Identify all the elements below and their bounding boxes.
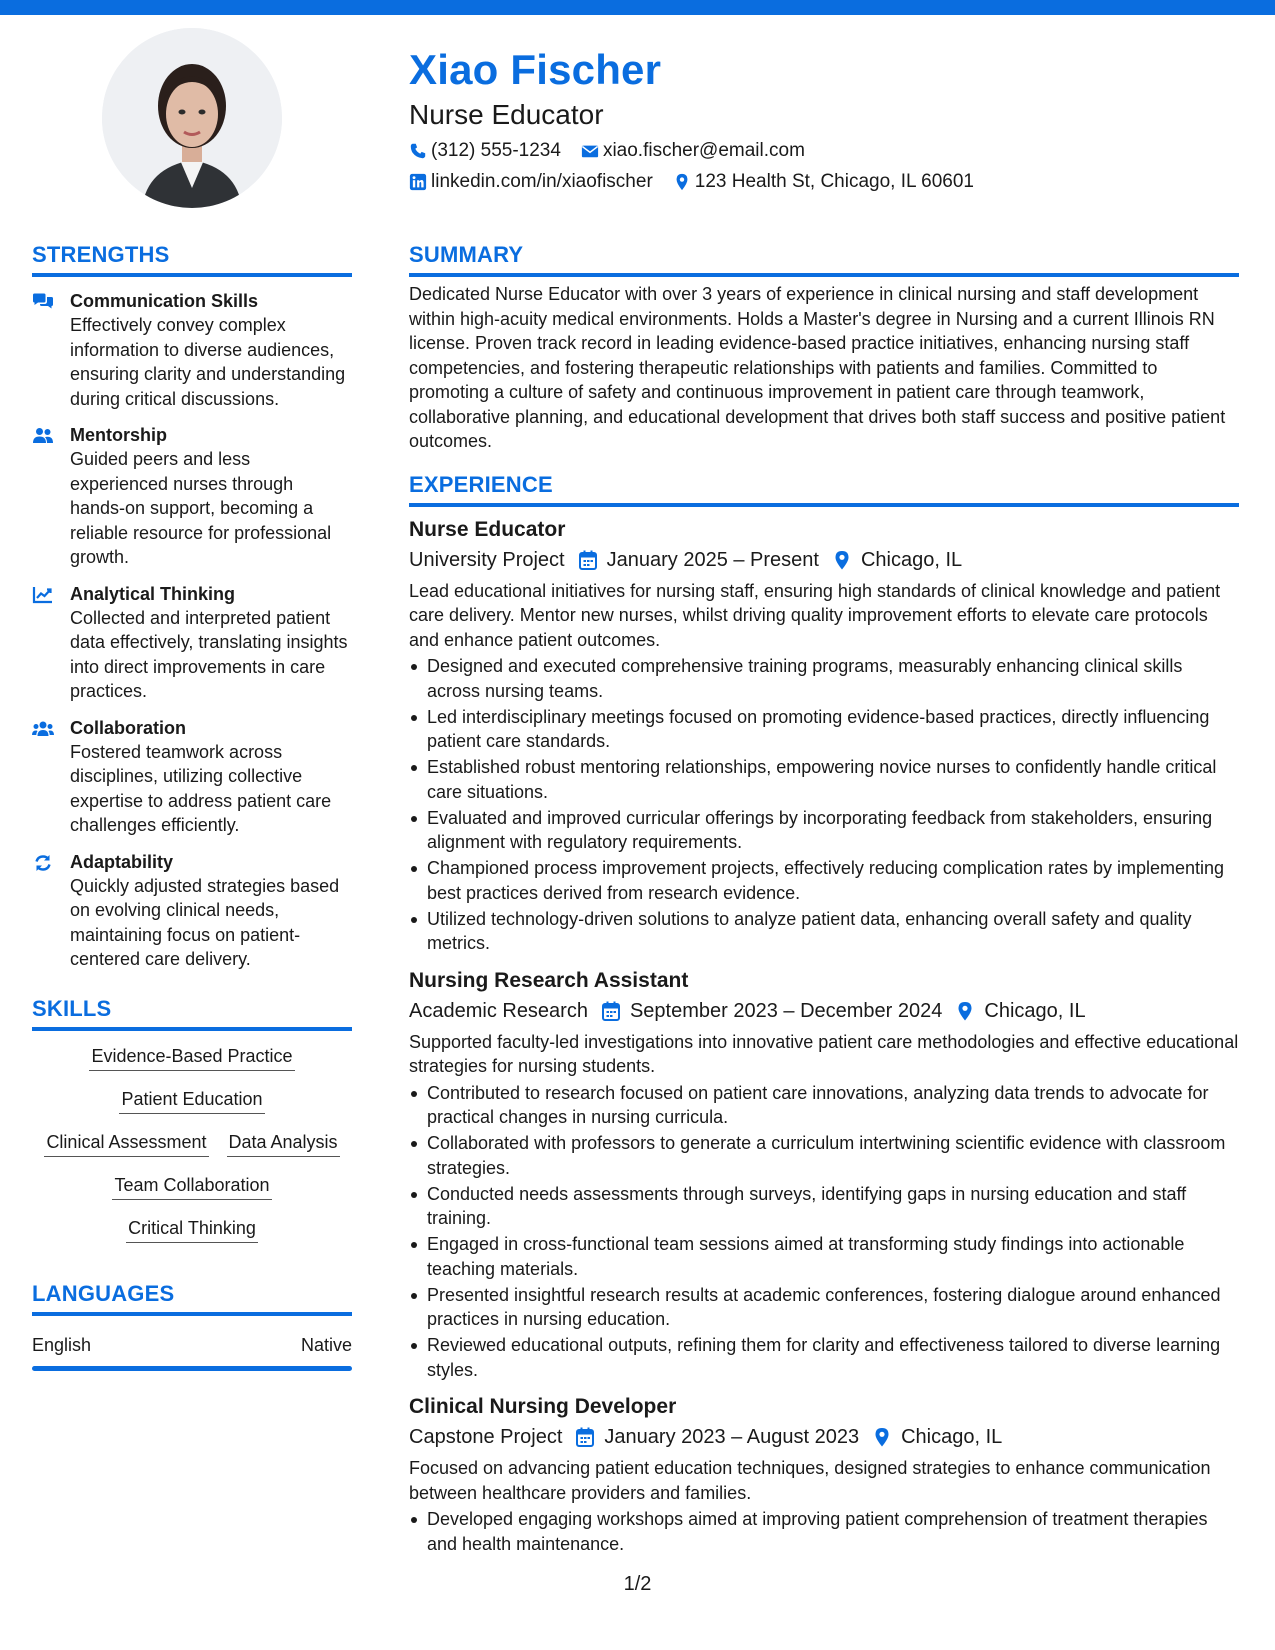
strengths-rule [32,273,352,277]
summary-heading: SUMMARY [409,242,524,267]
job-bullet: Championed process improvement projects, effectively reducing complication rates by implementing best practices derived from research evidence. [409,856,1239,905]
job-org: University Project [409,548,565,571]
skill-tag: Clinical Assessment [44,1129,208,1157]
job-meta [409,1422,1239,1452]
top-accent-bar [0,0,1275,15]
job-title: Nurse Educator [409,517,566,541]
resume-header [409,40,1239,196]
job-dates: January 2023 – August 2023 [604,1426,860,1448]
team-icon [32,720,54,738]
job-bullet: Presented insightful research results at academic conferences, fostering dialogue around enhanced practices in nursing education. [409,1283,1239,1332]
skill-tag: Data Analysis [227,1129,340,1157]
candidate-title: Nurse Educator [409,99,604,130]
strength-item [32,716,352,838]
strength-item [32,423,352,570]
email-text: xiao.fischer@email.com [602,140,805,161]
strength-title: Analytical Thinking [70,583,236,604]
job-org: Academic Research [409,999,588,1022]
page-number: 1/2 [623,1573,652,1595]
job-bullets [409,1081,1239,1383]
job-bullet: Conducted needs assessments through surveys, identifying gaps in nursing education and staff training. [409,1182,1239,1231]
skill-tag: Critical Thinking [126,1215,258,1243]
skill-tag: Team Collaboration [112,1172,271,1200]
strength-title: Mentorship [70,425,167,445]
phone-icon [409,142,427,160]
map-pin-icon [673,173,691,191]
contact-row-2 [409,168,1239,196]
job-bullets [409,1507,1239,1556]
job-dates: September 2023 – December 2024 [629,999,943,1022]
strength-title: Communication Skills [70,291,259,311]
job-bullet: Engaged in cross-functional team sessions aimed at transforming study findings into actionable teaching materials. [409,1232,1239,1281]
job-description: Focused on advancing patient education techniques, designed strategies to enhance communication between healthcare providers and families. [409,1458,1211,1503]
summary-rule [409,273,1239,277]
left-column [32,240,352,1371]
job-bullet: Contributed to research focused on patient care innovations, analyzing data trends to advocate for practical changes in nursing curricula. [409,1081,1239,1130]
linkedin-icon [409,173,427,191]
calendar-icon [579,550,597,570]
job-description: Lead educational initiatives for nursing staff, ensuring high standards of clinical knowledge and patient care delivery. Mentor new nurses, whilst driving quality improvement efforts to elevate care protocols and enhance patient outcomes. [409,580,1221,650]
job-bullet: Utilized technology-driven solutions to analyze patient data, enhancing overall safety and quality metrics. [409,907,1239,956]
job-entry [409,966,1239,1383]
language-level-bar [32,1366,352,1371]
strengths-heading: STRENGTHS [32,242,170,267]
candidate-name: Xiao Fischer [409,46,662,93]
language-name: English [32,1334,92,1355]
job-bullet: Led interdisciplinary meetings focused on promoting evidence-based practices, directly influencing patient care standards. [409,705,1239,754]
strength-title: Collaboration [70,717,186,738]
job-entry [409,1392,1239,1556]
skill-tag: Patient Education [119,1086,264,1114]
job-title: Nursing Research Assistant [409,968,689,992]
summary-text: Dedicated Nurse Educator with over 3 years of experience in clinical nursing and staff development within high-acuity medical environments. Holds a Master's degree in Nursing and a current Illinois RN license. Proven track record in leading evidence-based practice initiatives, enhancing nursing staff competencies, and fostering therapeutic relationships with patients and families. Committed to promoting a culture of safety and continuous improvement in patient care through teamwork, collaborative planning, and educational development that drives both staff success and positive patient outcomes. [409,284,1226,451]
job-description: Supported faculty-led investigations into innovative patient care methodologies and effective educational strategies for nursing students. [409,1031,1239,1076]
strength-item [32,850,352,972]
profile-photo [102,28,282,208]
job-location: Chicago, IL [901,1426,1003,1448]
skill-tag: Evidence-Based Practice [89,1043,294,1071]
job-bullet: Established robust mentoring relationships, empowering novice nurses to confidently handle critical care situations. [409,755,1239,804]
user-group-icon [32,427,54,445]
job-bullet: Designed and executed comprehensive training programs, measurably enhancing clinical skills across nursing teams. [409,654,1239,703]
strength-item [32,289,352,411]
profile-photo-image [102,28,282,208]
right-column [409,240,1239,1558]
languages-heading: LANGUAGES [32,1280,175,1306]
job-location: Chicago, IL [984,999,1086,1022]
job-location: Chicago, IL [860,548,963,571]
map-pin-icon [956,1001,974,1021]
map-pin-icon [833,550,851,570]
calendar-icon [602,1001,620,1021]
line-chart-icon [32,586,54,604]
contact-phone[interactable] [409,137,561,165]
strength-desc: Guided peers and less experienced nurses through hands-on support, becoming a reliable resource for professional growth. [70,449,332,567]
contact-email[interactable] [581,137,805,165]
refresh-icon [32,854,54,872]
address-text: 123 Health St, Chicago, IL 60601 [694,171,974,192]
language-item [32,1332,352,1358]
job-entry [409,515,1239,956]
strength-desc: Fostered teamwork across disciplines, utilizing collective expertise to address patient care challenges efficiently. [70,741,332,835]
skills-heading: SKILLS [32,995,112,1021]
languages-rule [32,1312,352,1316]
envelope-icon [581,142,599,160]
job-bullet: Developed engaging workshops aimed at improving patient comprehension of treatment therapies and health maintenance. [409,1507,1239,1556]
strength-item [32,582,352,704]
phone-text: (312) 555-1234 [431,140,561,161]
job-bullet: Collaborated with professors to generate a curriculum intertwining scientific evidence with classroom strategies. [409,1131,1239,1180]
job-dates: January 2025 – Present [606,548,819,571]
job-bullets [409,654,1239,956]
strength-title: Adaptability [70,851,174,872]
chat-bubbles-icon [32,293,54,311]
strength-desc: Quickly adjusted strategies based on evolving clinical needs, maintaining focus on patient-centered care delivery. [70,875,340,969]
contact-address [673,168,974,196]
experience-rule [409,503,1239,507]
job-org: Capstone Project [409,1426,563,1448]
contact-linkedin[interactable] [409,168,653,196]
language-level: Native [300,1334,352,1355]
contact-row-1 [409,137,1239,165]
calendar-icon [576,1427,594,1447]
skills-list [32,1043,352,1243]
job-title: Clinical Nursing Developer [409,1395,677,1418]
map-pin-icon [873,1427,891,1447]
job-meta [409,996,1239,1026]
strength-desc: Collected and interpreted patient data effectively, translating insights into direct improvements in care practices. [70,607,348,701]
experience-heading: EXPERIENCE [409,471,553,497]
job-bullet: Evaluated and improved curricular offerings by incorporating feedback from stakeholders, ensuring alignment with regulatory requirements. [409,806,1239,855]
job-meta [409,545,1239,575]
strength-desc: Effectively convey complex information to diverse audiences, ensuring clarity and understanding during critical discussions. [70,315,346,409]
skills-rule [32,1027,352,1031]
linkedin-text: linkedin.com/in/xiaofischer [431,171,653,192]
job-bullet: Reviewed educational outputs, refining them for clarity and effectiveness tailored to diverse learning styles. [409,1333,1239,1382]
